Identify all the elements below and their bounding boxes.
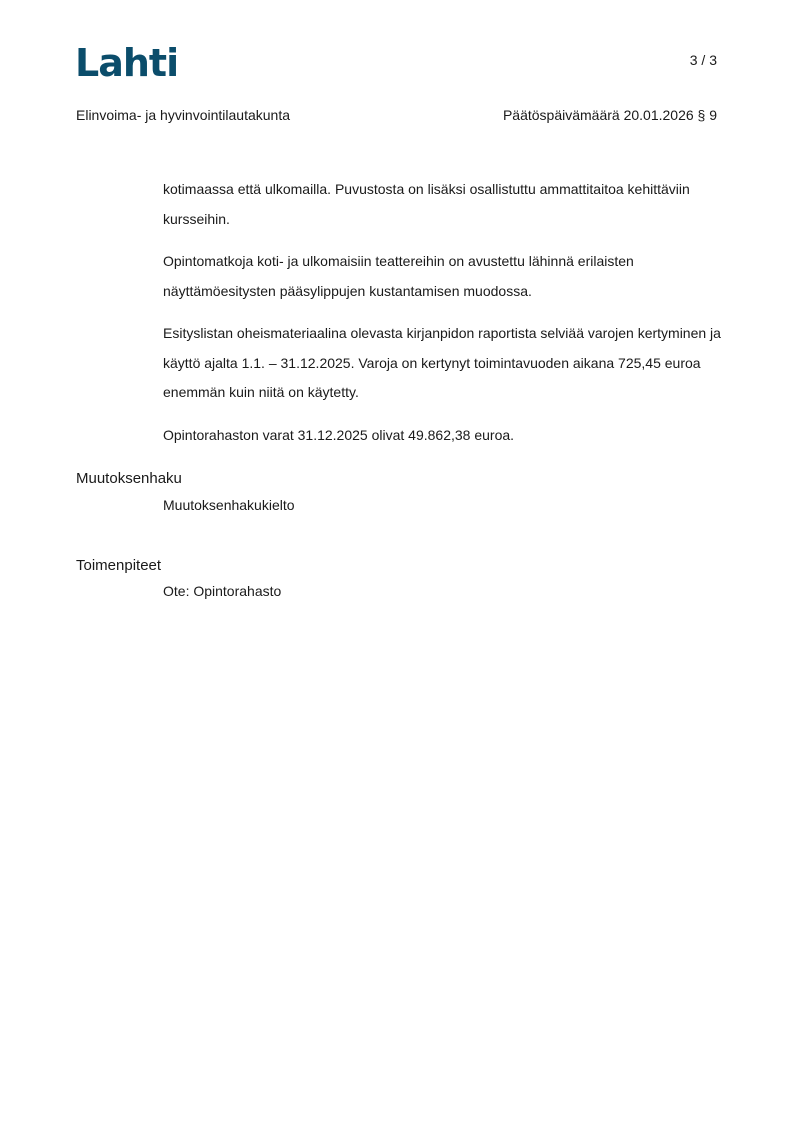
page-number: 3 / 3 <box>689 52 717 68</box>
appeal-value: Muutoksenhakukielto <box>163 497 295 513</box>
body-paragraph: kotimaassa että ulkomailla. Puvustosta on lisäksi osallistuttu ammattitaitoa kehittäviin kursseihin. <box>163 181 690 227</box>
decision-date: Päätöspäivämäärä 20.01.2026 § 9 <box>502 107 717 123</box>
decision-body <box>163 175 723 463</box>
body-paragraph: Opintomatkoja koti- ja ulkomaisiin teattereihin on avustettu lähinnä erilaisten näyttämöesitysten pääsylippujen kustantamisen muodossa. <box>163 253 634 299</box>
committee-name: Elinvoima- ja hyvinvointilautakunta <box>76 107 290 123</box>
appeal-heading: Muutoksenhaku <box>76 470 182 487</box>
body-paragraph: Opintorahaston varat 31.12.2025 olivat 49.862,38 euroa. <box>163 426 515 443</box>
actions-value: Ote: Opintorahasto <box>163 583 282 599</box>
actions-heading: Toimenpiteet <box>76 557 162 574</box>
body-paragraph: Esityslistan oheismateriaalina olevasta kirjanpidon raportista selviää varojen kertyminen ja käyttö ajalta 1.1. – 31.12.2025. Varoja on kertynyt toimintavuoden aikana 725,45 euroa enemmän kuin niitä on käytetty. <box>163 325 721 400</box>
lahti-logo: Lahti <box>75 41 179 85</box>
